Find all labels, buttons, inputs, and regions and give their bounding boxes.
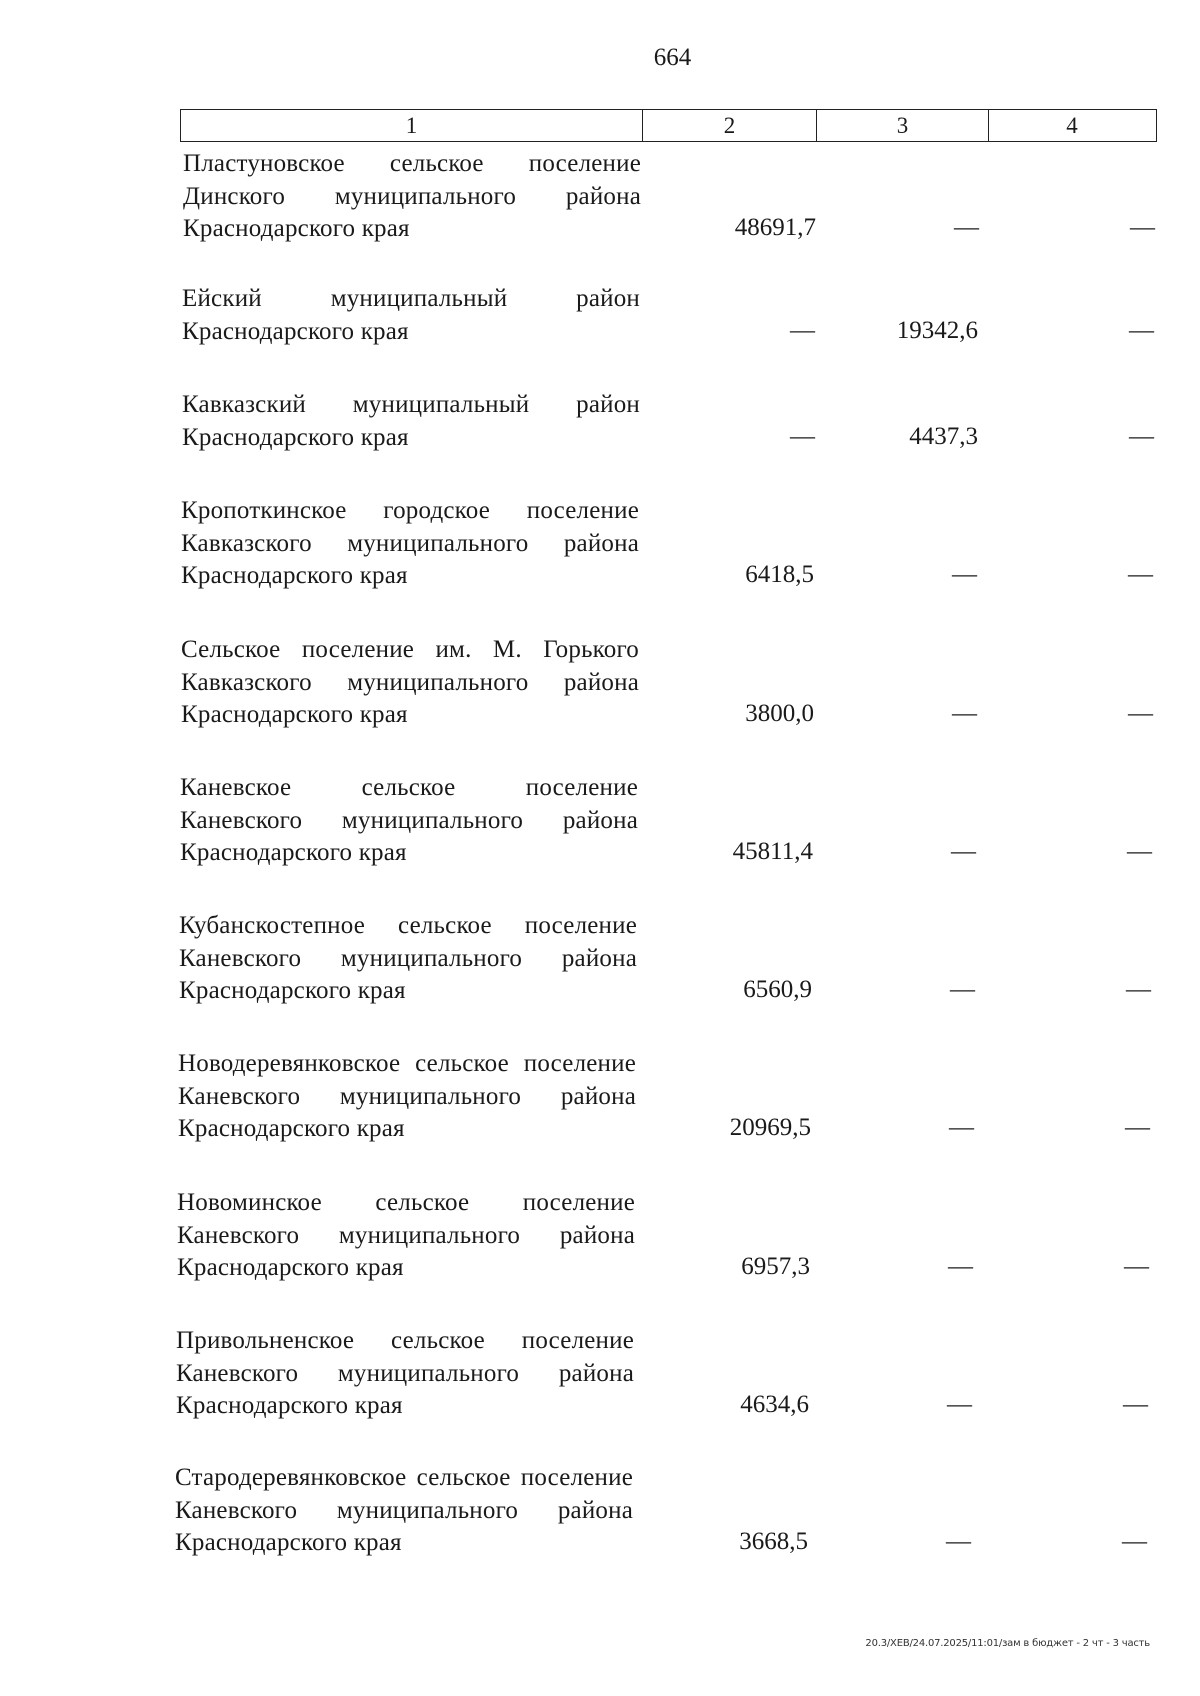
row-col-3: — [954, 214, 979, 241]
row-name: Пластуновское сельское поселение Динского муниципального района Краснодарского края [183, 150, 641, 242]
row-col-2: 48691,7 [734, 214, 816, 241]
header-col-4: 4 [1066, 113, 1078, 138]
row-col-2: 4634,6 [740, 1391, 809, 1418]
row-col-3: — [947, 1391, 972, 1418]
row-col-4: — [1122, 1528, 1147, 1555]
row-name: Новоминское сельское поселение Каневского муниципального района Краснодарского края [177, 1189, 635, 1281]
row-col-3: — [950, 976, 975, 1003]
row-col-2: — [790, 317, 815, 344]
row-name: Кавказский муниципальный район Краснодарского края [182, 391, 640, 451]
row-col-2: 6957,3 [741, 1253, 810, 1280]
row-col-4: — [1123, 1391, 1148, 1418]
row-col-2: 45811,4 [732, 838, 813, 865]
row-name: Новодеревянковское сельское поселение Каневского муниципального района Краснодарского края [178, 1050, 636, 1142]
table-header [180, 109, 1157, 142]
row-col-4: — [1124, 1253, 1149, 1280]
row-name: Сельское поселение им. М. Горького Кавказского муниципального района Краснодарского края [181, 636, 639, 728]
row-col-3: — [952, 561, 977, 588]
row-col-2: 3800,0 [745, 700, 814, 727]
row-col-3: 19342,6 [896, 317, 978, 344]
row-name: Кубанскостепное сельское поселение Каневского муниципального района Краснодарского края [179, 912, 637, 1004]
row-col-2: 3668,5 [739, 1528, 808, 1555]
row-col-3: — [946, 1528, 971, 1555]
row-col-3: — [949, 1114, 974, 1141]
row-col-3: — [948, 1253, 973, 1280]
row-col-4: — [1129, 423, 1154, 450]
row-col-3: 4437,3 [909, 423, 978, 450]
row-name: Каневское сельское поселение Каневского муниципального района Краснодарского края [180, 774, 638, 866]
row-col-4: — [1125, 1114, 1150, 1141]
row-col-4: — [1128, 561, 1153, 588]
row-col-4: — [1129, 317, 1154, 344]
footer-stamp: 20.3/XEB/24.07.2025/11:01/зам в бюджет - 2 чт - 3 часть [865, 1638, 1150, 1649]
header-col-3: 3 [817, 110, 989, 141]
row-name: Стародеревянковское сельское поселение Каневского муниципального района Краснодарского края [175, 1464, 633, 1556]
row-col-4: — [1128, 700, 1153, 727]
row-name: Кропоткинское городское поселение Кавказского муниципального района Краснодарского края [181, 497, 639, 589]
row-col-2: 6418,5 [745, 561, 814, 588]
row-col-2: 20969,5 [729, 1114, 811, 1141]
row-col-4: — [1130, 214, 1155, 241]
page-number: 664 [653, 44, 692, 71]
row-col-3: — [951, 838, 976, 865]
row-name: Ейский муниципальный район Краснодарского края [182, 285, 640, 345]
row-col-3: — [952, 700, 977, 727]
row-name: Привольненское сельское поселение Каневского муниципального района Краснодарского края [176, 1327, 634, 1419]
row-col-4: — [1127, 838, 1152, 865]
header-col-1: 1 [181, 110, 643, 141]
row-col-2: 6560,9 [743, 976, 812, 1003]
row-col-4: — [1126, 976, 1151, 1003]
row-col-2: — [790, 423, 815, 450]
header-col-2: 2 [643, 110, 817, 141]
